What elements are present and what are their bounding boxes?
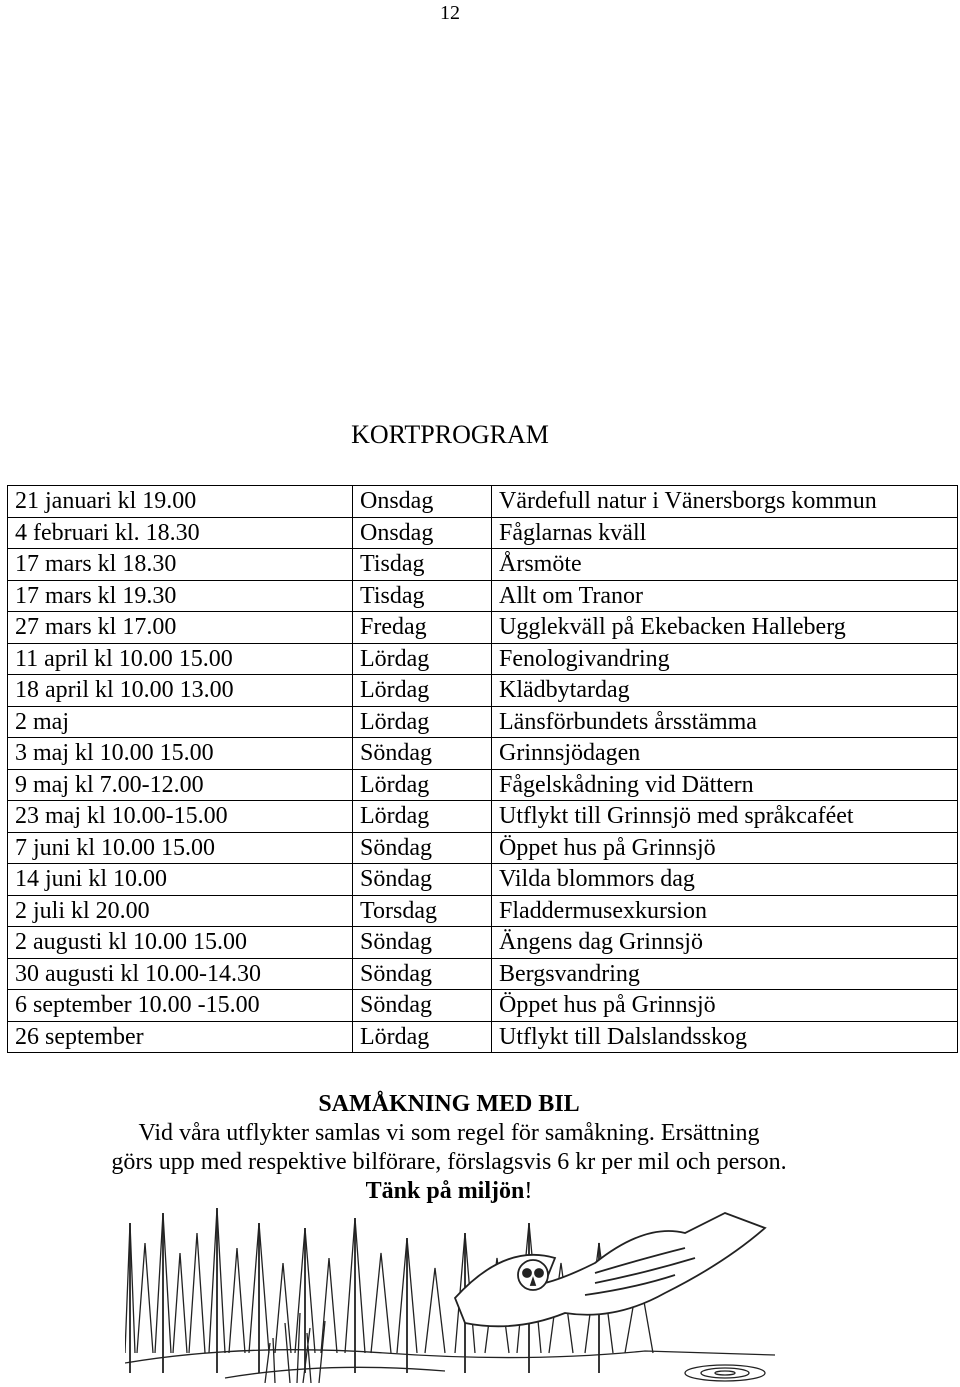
schedule-event: Årsmöte — [492, 549, 958, 581]
schedule-event: Utflykt till Grinnsjö med språkcaféet — [492, 801, 958, 833]
schedule-row — [8, 486, 958, 518]
schedule-date: 26 september — [8, 1021, 353, 1053]
schedule-weekday: Lördag — [353, 769, 492, 801]
schedule-row — [8, 643, 958, 675]
schedule-row — [8, 927, 958, 959]
schedule-date: 4 februari kl. 18.30 — [8, 517, 353, 549]
schedule-row — [8, 769, 958, 801]
schedule-event: Värdefull natur i Vänersborgs kommun — [492, 486, 958, 518]
schedule-row — [8, 864, 958, 896]
schedule-weekday: Söndag — [353, 958, 492, 990]
schedule-date: 7 juni kl 10.00 15.00 — [8, 832, 353, 864]
schedule-date: 17 mars kl 19.30 — [8, 580, 353, 612]
schedule-weekday: Söndag — [353, 832, 492, 864]
schedule-weekday: Lördag — [353, 801, 492, 833]
schedule-row — [8, 549, 958, 581]
schedule-date: 2 maj — [8, 706, 353, 738]
schedule-weekday: Söndag — [353, 738, 492, 770]
schedule-weekday: Lördag — [353, 643, 492, 675]
schedule-event: Öppet hus på Grinnsjö — [492, 832, 958, 864]
schedule-event: Länsförbundets årsstämma — [492, 706, 958, 738]
schedule-event: Utflykt till Dalslandsskog — [492, 1021, 958, 1053]
schedule-date: 17 mars kl 18.30 — [8, 549, 353, 581]
schedule-row — [8, 990, 958, 1022]
schedule-row — [8, 580, 958, 612]
schedule-row — [8, 706, 958, 738]
schedule-weekday: Torsdag — [353, 895, 492, 927]
page-title: KORTPROGRAM — [351, 420, 549, 449]
schedule-weekday: Söndag — [353, 927, 492, 959]
schedule-date: 9 maj kl 7.00-12.00 — [8, 769, 353, 801]
schedule-date: 18 april kl 10.00 13.00 — [8, 675, 353, 707]
page-number: 12 — [440, 2, 460, 24]
schedule-weekday: Lördag — [353, 675, 492, 707]
schedule-event: Fladdermusexkursion — [492, 895, 958, 927]
schedule-event: Vilda blommors dag — [492, 864, 958, 896]
schedule-event: Ugglekväll på Ekebacken Halleberg — [492, 612, 958, 644]
schedule-weekday: Tisdag — [353, 580, 492, 612]
schedule-weekday: Onsdag — [353, 517, 492, 549]
schedule-event: Fåglarnas kväll — [492, 517, 958, 549]
schedule-weekday: Onsdag — [353, 486, 492, 518]
schedule-event: Klädbytardag — [492, 675, 958, 707]
schedule-row — [8, 675, 958, 707]
schedule-date: 2 juli kl 20.00 — [8, 895, 353, 927]
schedule-weekday: Söndag — [353, 864, 492, 896]
schedule-date: 2 augusti kl 10.00 15.00 — [8, 927, 353, 959]
schedule-event: Allt om Tranor — [492, 580, 958, 612]
carpool-text-line-2: görs upp med respektive bilförare, förslagsvis 6 kr per mil och person. — [111, 1149, 787, 1175]
schedule-weekday: Fredag — [353, 612, 492, 644]
owl-drawing — [455, 1213, 765, 1326]
schedule-event: Öppet hus på Grinnsjö — [492, 990, 958, 1022]
schedule-event: Fenologivandring — [492, 643, 958, 675]
carpool-slogan: Tänk på miljön — [365, 1178, 525, 1204]
schedule-row — [8, 517, 958, 549]
schedule-row — [8, 832, 958, 864]
marsh-water-drawing — [125, 1350, 775, 1381]
schedule-row — [8, 895, 958, 927]
carpool-slogan-punctuation: ! — [524, 1178, 533, 1204]
schedule-event: Fågelskådning vid Dättern — [492, 769, 958, 801]
schedule-date: 23 maj kl 10.00-15.00 — [8, 801, 353, 833]
schedule-row — [8, 801, 958, 833]
schedule-row — [8, 738, 958, 770]
carpool-section — [0, 1090, 898, 1206]
schedule-table — [7, 485, 958, 1053]
schedule-event: Grinnsjödagen — [492, 738, 958, 770]
schedule-row — [8, 1021, 958, 1053]
carpool-text-line-3 — [0, 1177, 898, 1206]
schedule-date: 11 april kl 10.00 15.00 — [8, 643, 353, 675]
schedule-date: 14 juni kl 10.00 — [8, 864, 353, 896]
schedule-date: 21 januari kl 19.00 — [8, 486, 353, 518]
schedule-body — [8, 486, 958, 1053]
schedule-weekday: Tisdag — [353, 549, 492, 581]
schedule-row — [8, 612, 958, 644]
owl-landscape-illustration — [125, 1203, 775, 1383]
carpool-heading: SAMÅKNING MED BIL — [318, 1091, 580, 1117]
schedule-event: Bergsvandring — [492, 958, 958, 990]
schedule-row — [8, 958, 958, 990]
carpool-text-line-1: Vid våra utflykter samlas vi som regel för samåkning. Ersättning — [138, 1120, 760, 1146]
schedule-date: 27 mars kl 17.00 — [8, 612, 353, 644]
schedule-date: 30 augusti kl 10.00-14.30 — [8, 958, 353, 990]
schedule-weekday: Lördag — [353, 706, 492, 738]
schedule-date: 3 maj kl 10.00 15.00 — [8, 738, 353, 770]
schedule-weekday: Söndag — [353, 990, 492, 1022]
schedule-weekday: Lördag — [353, 1021, 492, 1053]
schedule-event: Ängens dag Grinnsjö — [492, 927, 958, 959]
schedule-date: 6 september 10.00 -15.00 — [8, 990, 353, 1022]
